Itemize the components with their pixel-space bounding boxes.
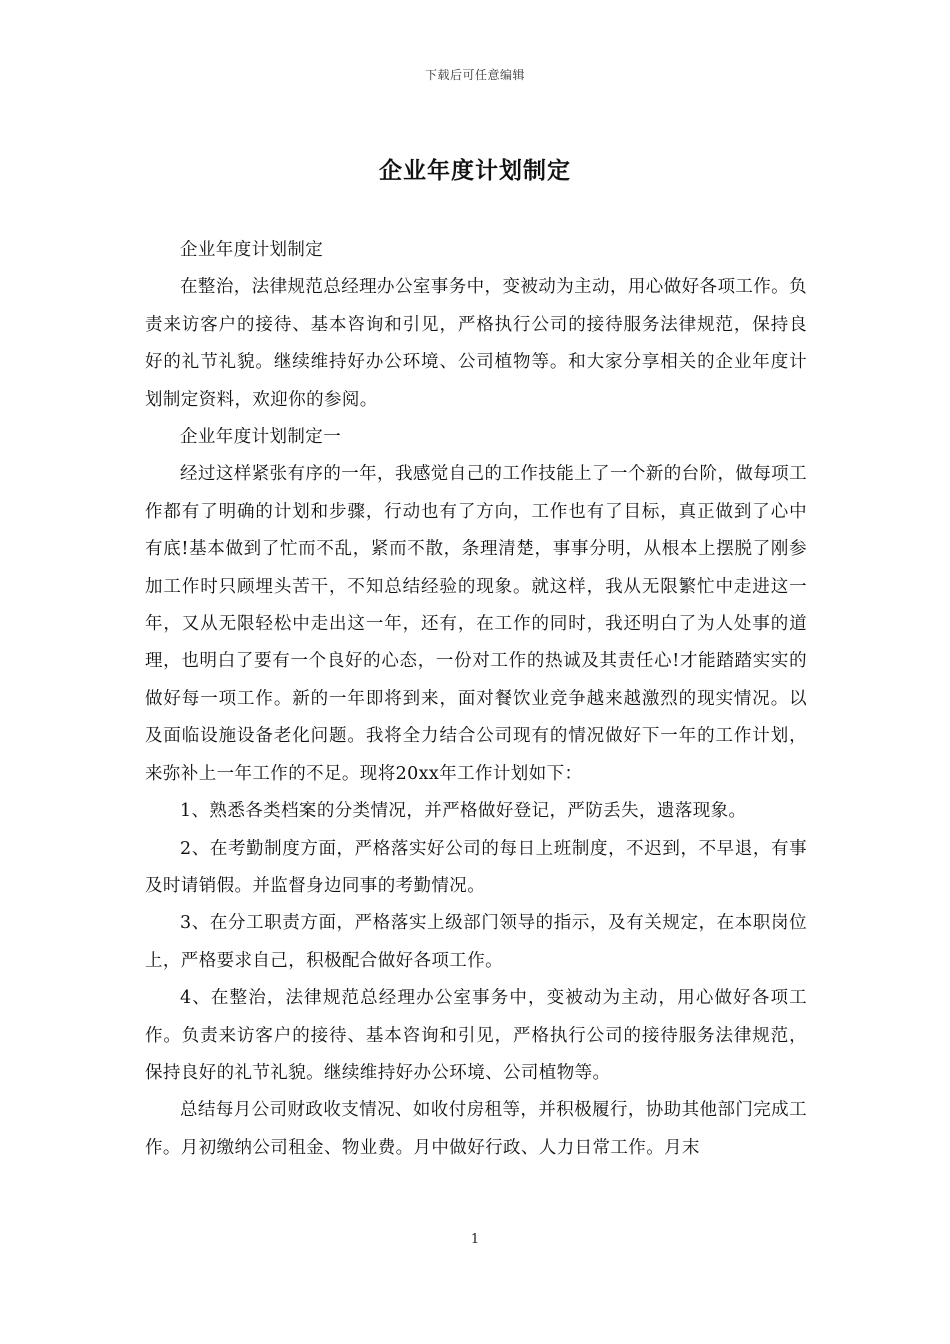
- paragraph-summary: 经过这样紧张有序的一年，我感觉自己的工作技能上了一个新的台阶，做每项工作都有了明确的计划和步骤，行动也有了方向，工作也有了目标，真正做到了心中有底!基本做到了忙而不乱，紧而不散，条理清楚，事事分明，从根本上摆脱了刚参加工作时只顾埋头苦干，不知总结经验的现象。就这样，我从无限繁忙中走进这一年，又从无限轻松中走出这一年，还有，在工作的同时，我还明白了为人处事的道理，也明白了要有一个良好的心态，一份对工作的热诚及其责任心!才能踏踏实实的做好每一项工作。新的一年即将到来，面对餐饮业竞争越来越激烈的现实情况。以及面临设施设备老化问题。我将全力结合公司现有的情况做好下一年的工作计划，来弥补上一年工作的不足。现将20xx年工作计划如下：: [145, 464, 807, 784]
- paragraph-item-3: 3、在分工职责方面，严格落实上级部门领导的指示，及有关规定，在本职岗位上，严格要求自己，积极配合做好各项工作。: [145, 913, 807, 971]
- document-title: 企业年度计划制定: [379, 157, 571, 184]
- document-body: [145, 232, 807, 1167]
- page-header-note: 下载后可任意编辑: [424, 68, 525, 82]
- paragraph-item-2: 2、在考勤制度方面，严格落实好公司的每日上班制度，不迟到，不早退，有事及时请销假。并监督身边同事的考勤情况。: [145, 838, 807, 896]
- paragraph-finance: 总结每月公司财政收支情况、如收付房租等，并积极履行，协助其他部门完成工作。月初缴纳公司租金、物业费。月中做好行政、人力日常工作。月末: [145, 1100, 807, 1158]
- paragraph-subtitle: 企业年度计划制定: [180, 240, 324, 260]
- paragraph-item-4: 4、在整治，法律规范总经理办公室事务中，变被动为主动，用心做好各项工作。负责来访客户的接待、基本咨询和引见，严格执行公司的接待服务法律规范，保持良好的礼节礼貌。继续维持好办公环境、公司植物等。: [145, 988, 807, 1083]
- page-number: 1: [470, 1232, 480, 1247]
- paragraph-intro: 在整治，法律规范总经理办公室事务中，变被动为主动，用心做好各项工作。负责来访客户的接待、基本咨询和引见，严格执行公司的接待服务法律规范，保持良好的礼节礼貌。继续维持好办公环境、公司植物等。和大家分享相关的企业年度计划制定资料，欢迎你的参阅。: [145, 277, 807, 410]
- paragraph-section-heading: 企业年度计划制定一: [180, 427, 342, 448]
- paragraph-item-1: 1、熟悉各类档案的分类情况，并严格做好登记，严防丢失，遗落现象。: [180, 801, 747, 822]
